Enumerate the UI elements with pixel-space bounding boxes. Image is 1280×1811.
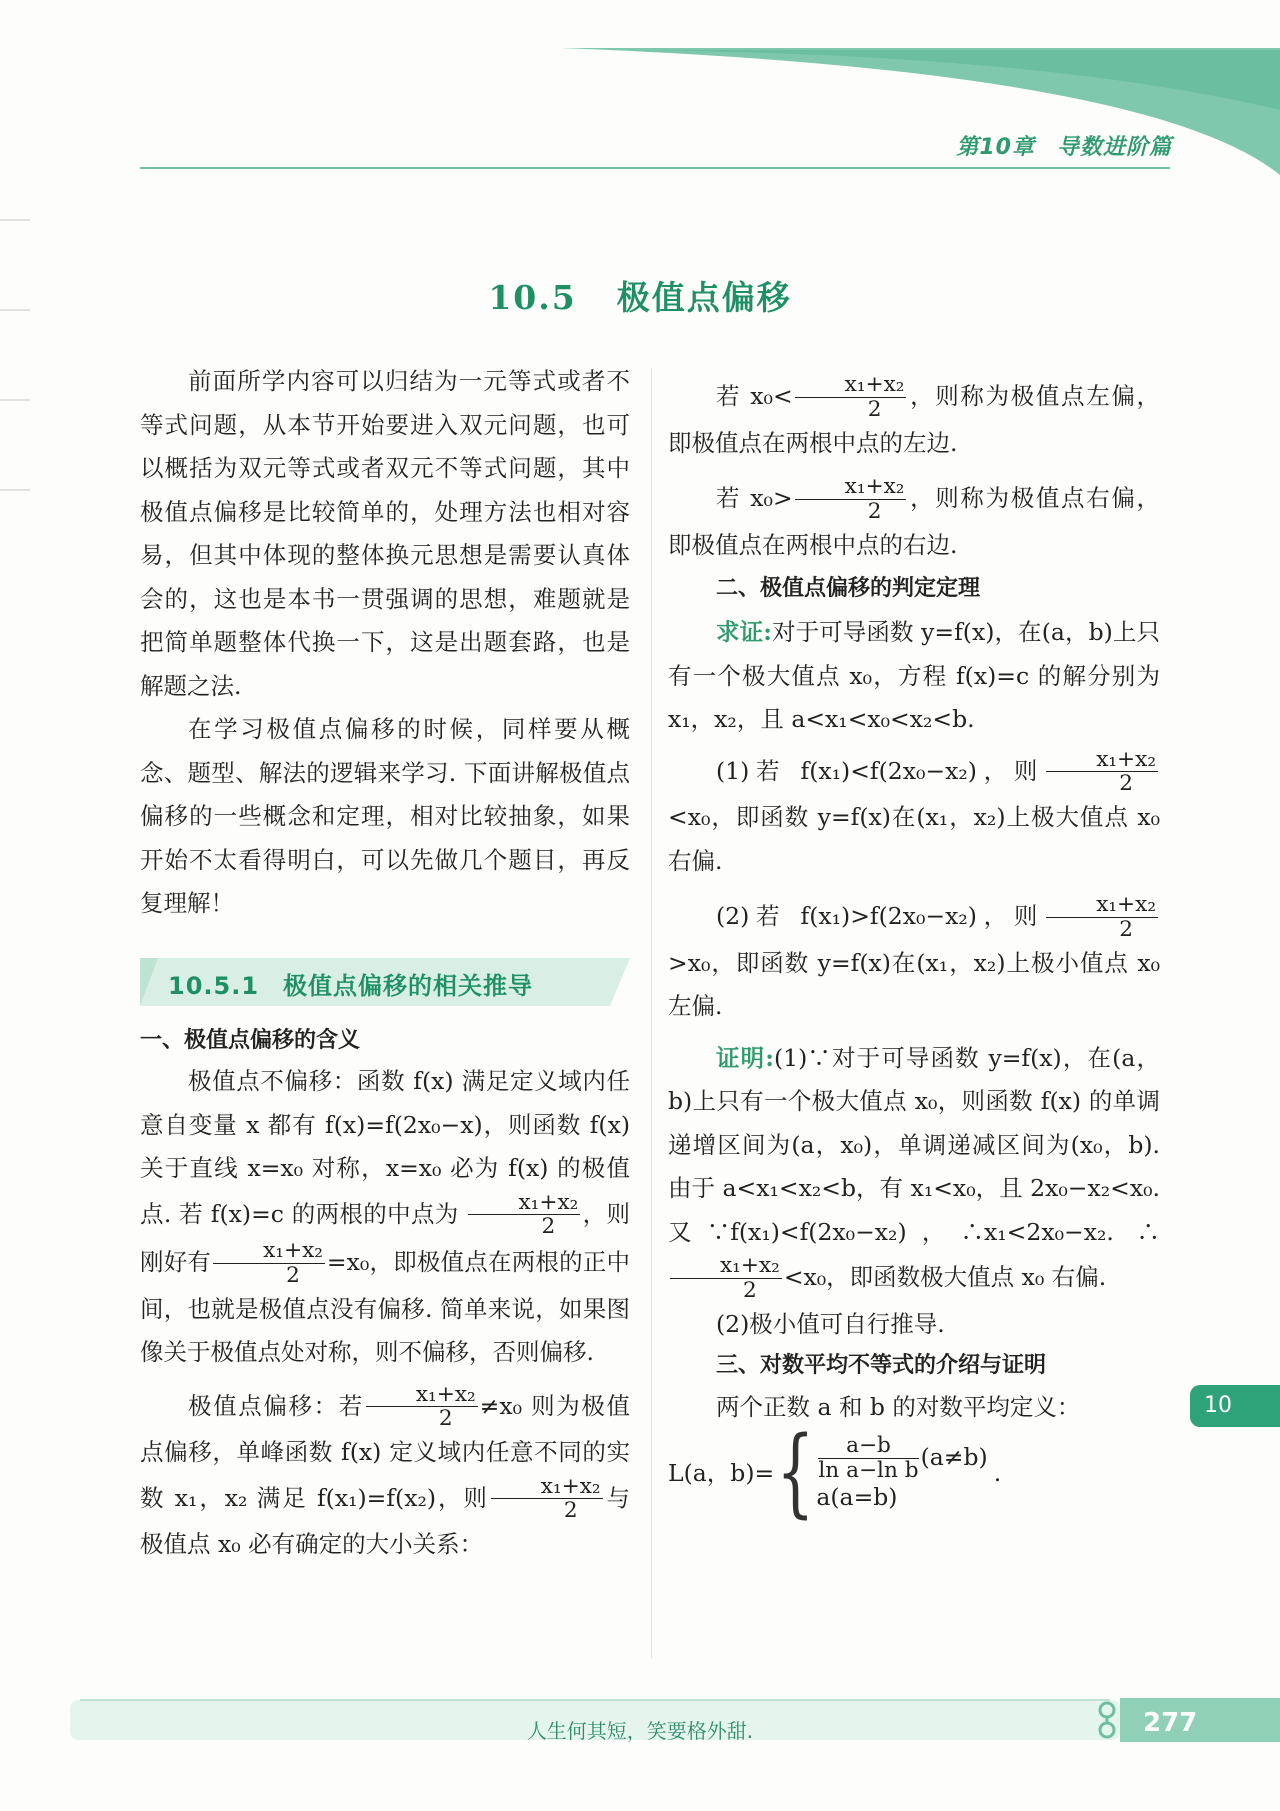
running-header: [956, 130, 1172, 161]
shift-paragraph: [140, 1383, 630, 1567]
brace-icon: {: [776, 1417, 815, 1530]
case-1-text-b: <x₀，即函数 y=f(x)在(x₁，x₂)上极大值点 x₀ 右偏.: [668, 803, 1160, 875]
formula-lhs: L(a，b)=: [668, 1458, 775, 1487]
header-decoration: [0, 0, 1280, 190]
theorem-statement: [668, 611, 1160, 742]
left-column-body: [140, 1022, 630, 1567]
right-shift-text-b: ，则称为极值点右偏，即极值点在两根中点的右边.: [668, 483, 1161, 559]
footer-motto: 人生何其短，笑要格外甜.: [526, 1719, 754, 1743]
proof-label: 证明:: [716, 1043, 774, 1072]
left-edge-marks: [0, 200, 32, 540]
heading-log-mean: 三、对数平均不等式的介绍与证明: [716, 1353, 1047, 1379]
proof-text-a: (1)∵对于可导函数 y=f(x)，在(a，b)上只有一个极大值点 x₀，则函数 f(x) 的单调递增区间为(a，x₀)，单调递减区间为(x₀，b). 由于 a<x₁<x₂<b，有 x₁<x₀，且 2x₀−x₂<x₀. 又∵f(x₁)<f(2x₀−x₂)，∴x₁<2x₀−x₂. ∴: [668, 1043, 1160, 1246]
fraction-denominator: 2: [867, 396, 882, 422]
column-divider: [651, 368, 652, 1658]
fraction-midpoint: [1046, 748, 1158, 797]
right-column: [668, 372, 1161, 1530]
fraction-midpoint: [468, 1191, 580, 1240]
right-shift-text-a: 若 x₀>: [716, 483, 793, 512]
case-2-text-b: >x₀，即函数 y=f(x)在(x₁，x₂)上极小值点 x₀ 左偏.: [668, 948, 1160, 1021]
subsection-number: 10.5.1: [168, 972, 260, 1000]
fraction-denominator: 2: [438, 1406, 453, 1432]
fraction-denominator: 2: [563, 1498, 578, 1524]
no-shift-text-b: ，则刚好有: [140, 1199, 630, 1276]
formula-period: .: [993, 1458, 1002, 1487]
fraction-midpoint: [491, 1475, 603, 1524]
prove-label: 求证:: [716, 618, 772, 647]
prove-text: 对于可导函数 y=f(x)，在(a，b)上只有一个极大值点 x₀，方程 f(x)=c 的解分别为 x₁，x₂，且 a<x₁<x₀<x₂<b.: [668, 618, 1160, 734]
fraction-denominator: 2: [867, 498, 882, 524]
fraction-denominator: 2: [1119, 916, 1133, 942]
chapter-side-tab: 10: [1190, 1385, 1280, 1427]
shift-text-b: ≠x₀ 则为极值点偏移，单峰函数 f(x) 定义域内任意不同的实数 x₁，x₂ 满足 f(x₁)=f(x₂)，则: [140, 1391, 630, 1512]
fraction-midpoint: [1046, 893, 1158, 942]
proof-part-2: (2)极小值可自行推导.: [716, 1309, 945, 1338]
intro-paragraph-1: 前面所学内容可以归结为一元等式或者不等式问题，从本节开始要进入双元问题，也可以概括为双元等式或者双元不等式问题，其中极值点偏移是比较简单的，处理方法也相对容易，但其中体现的整体换元思想是需要认真体会的，这也是本书一贯强调的思想，难题就是把简单题整体代换一下，这是出题套路，也是解题之法.: [140, 367, 630, 700]
fraction-midpoint: [795, 475, 907, 524]
left-shift-paragraph: [668, 373, 1160, 465]
fraction-numerator: x₁+x₂: [1046, 748, 1158, 773]
section-title: [0, 272, 1280, 319]
fraction-numerator: x₁+x₂: [213, 1239, 325, 1264]
case-2-text-a: (2)若 f(x₁)>f(2x₀−x₂)，则: [716, 901, 1045, 930]
intro-paragraph-2: 在学习极值点偏移的时候，同样要从概念、题型、解法的逻辑来学习. 下面讲解极值点偏移的一些概念和定理，相对比较抽象，如果开始不太看得明白，可以先做几个题目，再反复理解！: [140, 715, 630, 917]
fraction-denominator: 2: [1119, 771, 1133, 797]
fraction-denominator: 2: [286, 1262, 300, 1288]
log-mean-formula: [668, 1417, 1160, 1530]
fraction-midpoint: [213, 1239, 325, 1288]
case-1: [668, 748, 1160, 884]
chapter-number: 第10章: [956, 135, 1035, 160]
subsection-title: 极值点偏移的相关推导: [283, 972, 534, 1000]
fraction-numerator: x₁+x₂: [468, 1191, 580, 1216]
fraction-midpoint: [366, 1383, 478, 1432]
fraction-midpoint: [795, 373, 907, 422]
proof-paragraph: [668, 1037, 1160, 1303]
log-mean-definition: 两个正数 a 和 b 的对数平均定义：: [716, 1393, 1081, 1422]
formula-case-1-condition: (a≠b): [920, 1442, 988, 1471]
shift-text-a: 极值点偏移：若: [188, 1391, 364, 1420]
left-shift-text-a: 若 x₀<: [716, 381, 793, 410]
no-shift-paragraph: [140, 1060, 630, 1375]
fraction-numerator: x₁+x₂: [795, 475, 907, 500]
page-number: 277: [1143, 1708, 1198, 1738]
formula-cases: [816, 1434, 987, 1513]
fraction-numerator: x₁+x₂: [795, 373, 907, 398]
proof-text-b: <x₀，即函数极大值点 x₀ 右偏.: [783, 1263, 1107, 1292]
section-title-text: 极值点偏移: [616, 278, 792, 317]
case-2: [668, 893, 1160, 1029]
shift-text-c: 与极值点 x₀ 必有确定的大小关系：: [140, 1483, 630, 1559]
formula-case-1: [816, 1434, 987, 1483]
left-shift-text-b: ，则称为极值点左偏，即极值点在两根中点的左边.: [668, 381, 1161, 457]
case-1-text-a: (1)若 f(x₁)<f(2x₀−x₂)，则: [716, 756, 1045, 785]
fraction-numerator: x₁+x₂: [491, 1475, 603, 1500]
fraction-numerator: x₁+x₂: [366, 1383, 478, 1408]
right-shift-paragraph: [668, 475, 1160, 567]
heading-meaning: 一、极值点偏移的含义: [140, 1028, 361, 1053]
header-rule: [140, 167, 1170, 169]
no-shift-text-c: =x₀，即极值点在两根的正中间，也就是极值点没有偏移. 简单来说，如果图像关于极值点处对称，则不偏移，否则偏移.: [140, 1247, 630, 1367]
log-fraction-denominator: ln a−ln b: [818, 1457, 919, 1483]
fraction-numerator: x₁+x₂: [670, 1254, 782, 1279]
formula-case-2: a(a=b): [816, 1483, 898, 1512]
fraction-log: [818, 1434, 918, 1483]
log-fraction-numerator: a−b: [818, 1434, 918, 1459]
fraction-denominator: 2: [743, 1278, 757, 1304]
fraction-midpoint: [670, 1254, 782, 1303]
heading-theorem: 二、极值点偏移的判定定理: [716, 576, 981, 602]
left-column-intro: [140, 360, 630, 926]
fraction-denominator: 2: [541, 1214, 556, 1240]
chapter-title: 导数进阶篇: [1056, 135, 1172, 160]
section-number: 10.5: [488, 278, 577, 317]
fraction-numerator: x₁+x₂: [1046, 893, 1158, 918]
no-shift-text-a: 极值点不偏移：函数 f(x) 满足定义域内任意自变量 x 都有 f(x)=f(2x₀−x)，则函数 f(x) 关于直线 x=x₀ 对称，x=x₀ 必为 f(x) 的极值点. 若 f(x)=c 的两根的中点为: [140, 1067, 630, 1228]
subsection-heading: [168, 966, 533, 1001]
